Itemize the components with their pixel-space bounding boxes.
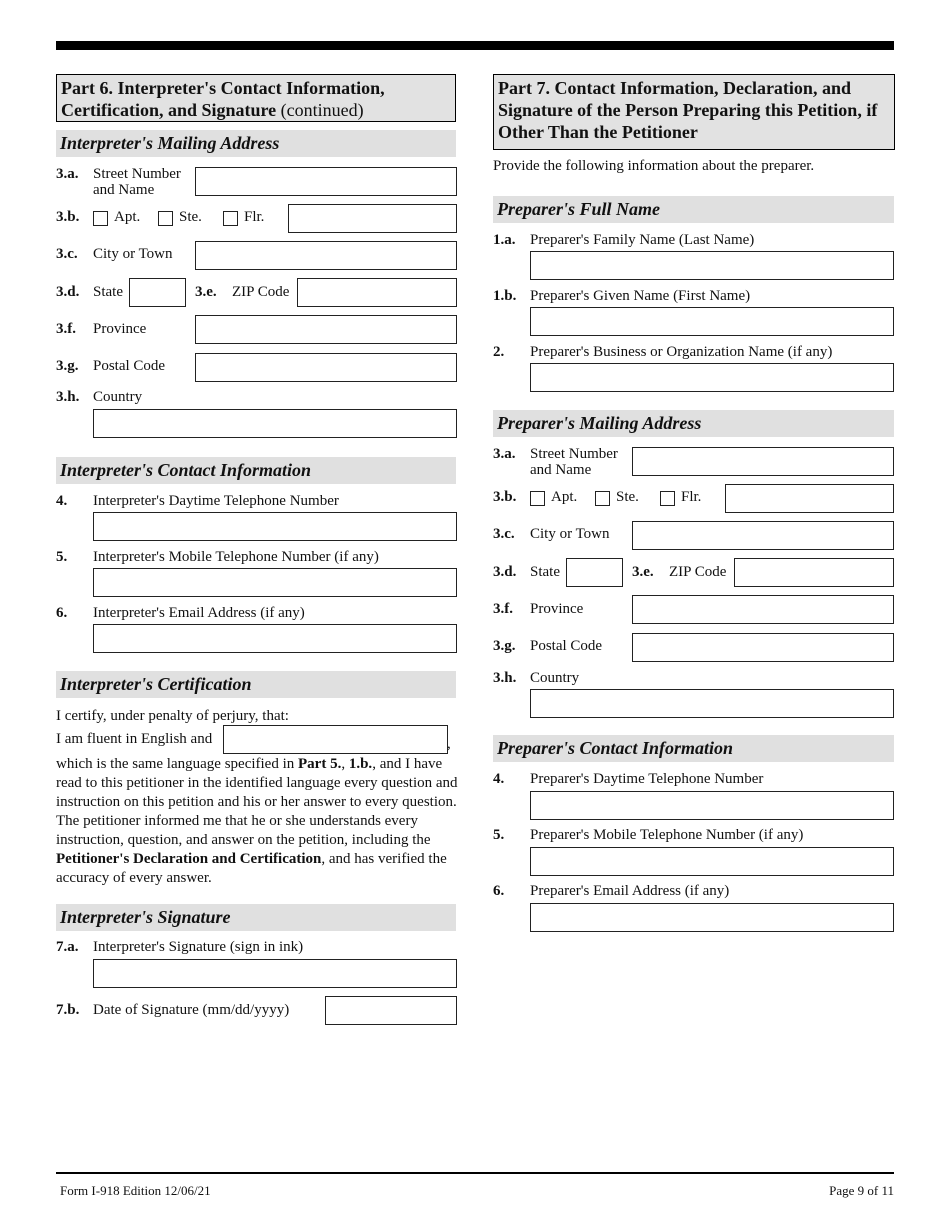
part7-title: Part 7. Contact Information, Declaration, and Signature of the Person Preparing this Petition, if Other Than the Petitioner xyxy=(498,78,878,142)
preparer-mobile-phone-input[interactable] xyxy=(530,847,894,876)
interpreter-certification-header: Interpreter's Certification xyxy=(56,671,456,698)
preparer-email-input[interactable] xyxy=(530,903,894,932)
flr-label: Flr. xyxy=(244,209,265,225)
part7-header xyxy=(493,74,895,150)
ste-label: Ste. xyxy=(616,489,639,505)
province-label: Province xyxy=(530,601,584,617)
daytime-phone-label: Preparer's Daytime Telephone Number xyxy=(530,771,764,787)
flr-label: Flr. xyxy=(681,489,702,505)
interpreter-street-input[interactable] xyxy=(195,167,457,196)
fluent-label: I am fluent in English and xyxy=(56,731,213,747)
footer-rule xyxy=(56,1172,894,1174)
business-name-label: Preparer's Business or Organization Name (if any) xyxy=(530,344,833,360)
item-number: 4. xyxy=(493,771,505,787)
preparer-country-input[interactable] xyxy=(530,689,894,718)
item-number: 3.h. xyxy=(56,389,80,405)
preparer-name-header: Preparer's Full Name xyxy=(493,196,894,223)
item-number: 3.a. xyxy=(56,166,79,182)
part6-header xyxy=(56,74,456,122)
street-label: Street Number and Name xyxy=(93,166,181,198)
comma: , xyxy=(447,736,451,752)
preparer-given-name-input[interactable] xyxy=(530,307,894,336)
interpreter-contact-header: Interpreter's Contact Information xyxy=(56,457,456,484)
form-edition: Form I-918 Edition 12/06/21 xyxy=(60,1183,211,1198)
signature-date-input[interactable] xyxy=(325,996,457,1025)
item-number: 3.f. xyxy=(56,321,76,337)
interpreter-email-input[interactable] xyxy=(93,624,457,653)
item-number: 4. xyxy=(56,493,68,509)
state-label: State xyxy=(93,284,123,300)
signature-label: Interpreter's Signature (sign in ink) xyxy=(93,939,304,955)
preparer-contact-header: Preparer's Contact Information xyxy=(493,735,894,762)
item-number: 7.b. xyxy=(56,1002,80,1018)
item-number: 3.g. xyxy=(493,638,516,654)
preparer-state-select[interactable] xyxy=(566,558,623,587)
item-number: 3.c. xyxy=(56,246,78,262)
item-number: 3.b. xyxy=(56,209,80,225)
preparer-province-input[interactable] xyxy=(632,595,894,624)
apt-checkbox[interactable] xyxy=(93,211,108,226)
interpreter-apt-number-input[interactable] xyxy=(288,204,457,233)
interpreter-zip-input[interactable] xyxy=(297,278,457,307)
item-number: 7.a. xyxy=(56,939,79,955)
preparer-daytime-phone-input[interactable] xyxy=(530,791,894,820)
zip-label: ZIP Code xyxy=(669,564,727,580)
item-number: 3.c. xyxy=(493,526,515,542)
preparer-city-input[interactable] xyxy=(632,521,894,550)
state-label: State xyxy=(530,564,560,580)
item-number: 3.d. xyxy=(56,284,80,300)
interpreter-province-input[interactable] xyxy=(195,315,457,344)
preparer-mailing-header: Preparer's Mailing Address xyxy=(493,410,894,437)
part6-continued: (continued) xyxy=(276,100,364,120)
apt-label: Apt. xyxy=(114,209,141,225)
preparer-intro: Provide the following information about the preparer. xyxy=(493,158,815,174)
certify-statement: I certify, under penalty of perjury, that: xyxy=(56,708,289,724)
email-label: Interpreter's Email Address (if any) xyxy=(93,605,305,621)
zip-label: ZIP Code xyxy=(232,284,290,300)
item-number: 3.e. xyxy=(195,284,217,300)
email-label: Preparer's Email Address (if any) xyxy=(530,883,730,899)
preparer-family-name-input[interactable] xyxy=(530,251,894,280)
interpreter-daytime-phone-input[interactable] xyxy=(93,512,457,541)
apt-label: Apt. xyxy=(551,489,578,505)
item-number: 5. xyxy=(56,549,68,565)
certification-paragraph: which is the same language specified in Part 5., 1.b., and I have read to this petitioner in the identified language every question and instruction on this petition and his or her answer to every question. The petitioner informed me that he or she understands every instruction, question, and answer on the petition, including the Petitioner's Declaration and Certification, and has verified the accuracy of every answer. xyxy=(56,756,458,886)
item-number: 5. xyxy=(493,827,505,843)
flr-checkbox[interactable] xyxy=(223,211,238,226)
item-number: 1.a. xyxy=(493,232,516,248)
daytime-phone-label: Interpreter's Daytime Telephone Number xyxy=(93,493,339,509)
signature-date-label: Date of Signature (mm/dd/yyyy) xyxy=(93,1002,290,1018)
ste-label: Ste. xyxy=(179,209,202,225)
item-number: 3.b. xyxy=(493,489,517,505)
ste-checkbox[interactable] xyxy=(158,211,173,226)
interpreter-mailing-header: Interpreter's Mailing Address xyxy=(56,130,456,157)
country-label: Country xyxy=(530,670,580,686)
flr-checkbox[interactable] xyxy=(660,491,675,506)
preparer-zip-input[interactable] xyxy=(734,558,894,587)
top-rule xyxy=(56,41,894,50)
city-label: City or Town xyxy=(93,246,173,262)
country-label: Country xyxy=(93,389,143,405)
preparer-business-name-input[interactable] xyxy=(530,363,894,392)
item-number: 1.b. xyxy=(493,288,517,304)
interpreter-city-input[interactable] xyxy=(195,241,457,270)
item-number: 6. xyxy=(56,605,68,621)
item-number: 2. xyxy=(493,344,505,360)
page-number: Page 9 of 11 xyxy=(829,1183,894,1198)
preparer-street-input[interactable] xyxy=(632,447,894,476)
street-label: Street Number and Name xyxy=(530,446,618,478)
interpreter-postal-input[interactable] xyxy=(195,353,457,382)
item-number: 3.h. xyxy=(493,670,517,686)
item-number: 3.g. xyxy=(56,358,79,374)
part7-column xyxy=(493,74,895,934)
mobile-phone-label: Preparer's Mobile Telephone Number (if any) xyxy=(530,827,804,843)
interpreter-signature-header: Interpreter's Signature xyxy=(56,904,456,931)
interpreter-signature-input[interactable] xyxy=(93,959,457,988)
preparer-apt-number-input[interactable] xyxy=(725,484,894,513)
family-name-label: Preparer's Family Name (Last Name) xyxy=(530,232,755,248)
ste-checkbox[interactable] xyxy=(595,491,610,506)
province-label: Province xyxy=(93,321,147,337)
interpreter-state-select[interactable] xyxy=(129,278,186,307)
interpreter-mobile-phone-input[interactable] xyxy=(93,568,457,597)
item-number: 6. xyxy=(493,883,505,899)
preparer-postal-input[interactable] xyxy=(632,633,894,662)
postal-label: Postal Code xyxy=(530,638,603,654)
item-number: 3.f. xyxy=(493,601,513,617)
part6-column xyxy=(56,74,458,1034)
item-number: 3.d. xyxy=(493,564,517,580)
apt-checkbox[interactable] xyxy=(530,491,545,506)
item-number: 3.a. xyxy=(493,446,516,462)
postal-label: Postal Code xyxy=(93,358,166,374)
interpreter-country-input[interactable] xyxy=(93,409,457,438)
given-name-label: Preparer's Given Name (First Name) xyxy=(530,288,751,304)
part6-title: Part 6. Interpreter's Contact Information, Certification, and Signature xyxy=(61,78,385,120)
city-label: City or Town xyxy=(530,526,610,542)
language-input[interactable] xyxy=(223,725,448,754)
mobile-phone-label: Interpreter's Mobile Telephone Number (if any) xyxy=(93,549,379,565)
item-number: 3.e. xyxy=(632,564,654,580)
